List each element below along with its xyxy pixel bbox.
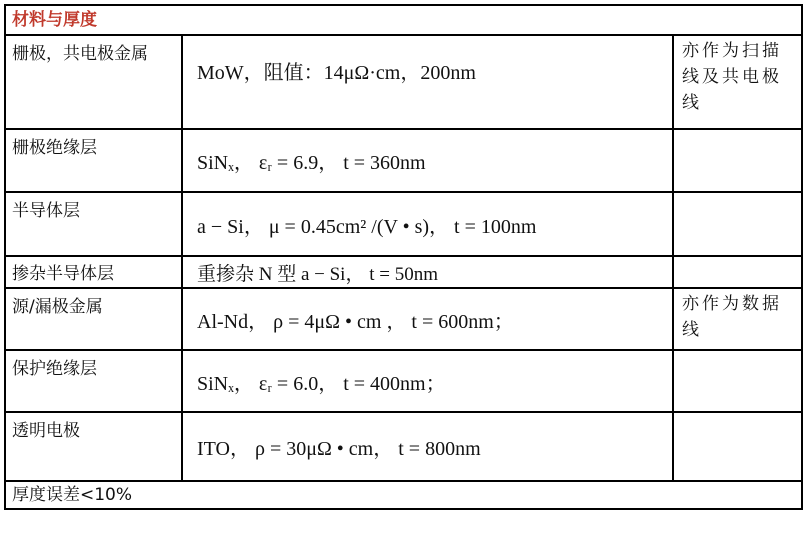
layer-name: 栅极绝缘层 (6, 130, 183, 191)
layer-note (674, 257, 801, 287)
layer-name: 源/漏极金属 (6, 289, 183, 349)
table-row (6, 257, 801, 289)
layer-spec: SiNₓ， εᵣ = 6.0， t = 400nm； (183, 351, 674, 411)
layer-name: 半导体层 (6, 193, 183, 255)
layer-note: 亦作为数据线 (682, 294, 782, 340)
table-row (6, 289, 801, 351)
table-row (6, 351, 801, 413)
table-row (6, 193, 801, 257)
layer-name: 栅极，共电极金属 (6, 36, 183, 128)
layer-note (674, 130, 801, 191)
layer-note (674, 351, 801, 411)
layer-note (674, 413, 801, 480)
table-title: 材料与厚度 (6, 6, 801, 36)
layer-spec: ITO， ρ = 30μΩ • cm， t = 800nm (183, 413, 674, 480)
materials-table (4, 4, 803, 510)
layer-spec: 重掺杂 N 型 a − Si， t = 50nm (183, 257, 674, 287)
layer-spec: MoW，阻值：14μΩ·cm，200nm (183, 36, 674, 128)
table-row (6, 36, 801, 130)
table-row (6, 130, 801, 193)
layer-spec: Al-Nd， ρ = 4μΩ • cm ， t = 600nm； (183, 289, 674, 349)
layer-name: 透明电极 (6, 413, 183, 480)
layer-spec: a − Si， μ = 0.45cm² /(V • s)， t = 100nm (183, 193, 674, 255)
layer-name: 保护绝缘层 (6, 351, 183, 411)
layer-name: 掺杂半导体层 (6, 257, 183, 287)
layer-spec: SiNₓ， εᵣ = 6.9， t = 360nm (183, 130, 674, 191)
layer-note (674, 193, 801, 255)
table-footer: 厚度误差<10% (12, 485, 133, 505)
table-row (6, 413, 801, 482)
layer-note: 亦作为扫描线及共电极线 (682, 41, 782, 113)
